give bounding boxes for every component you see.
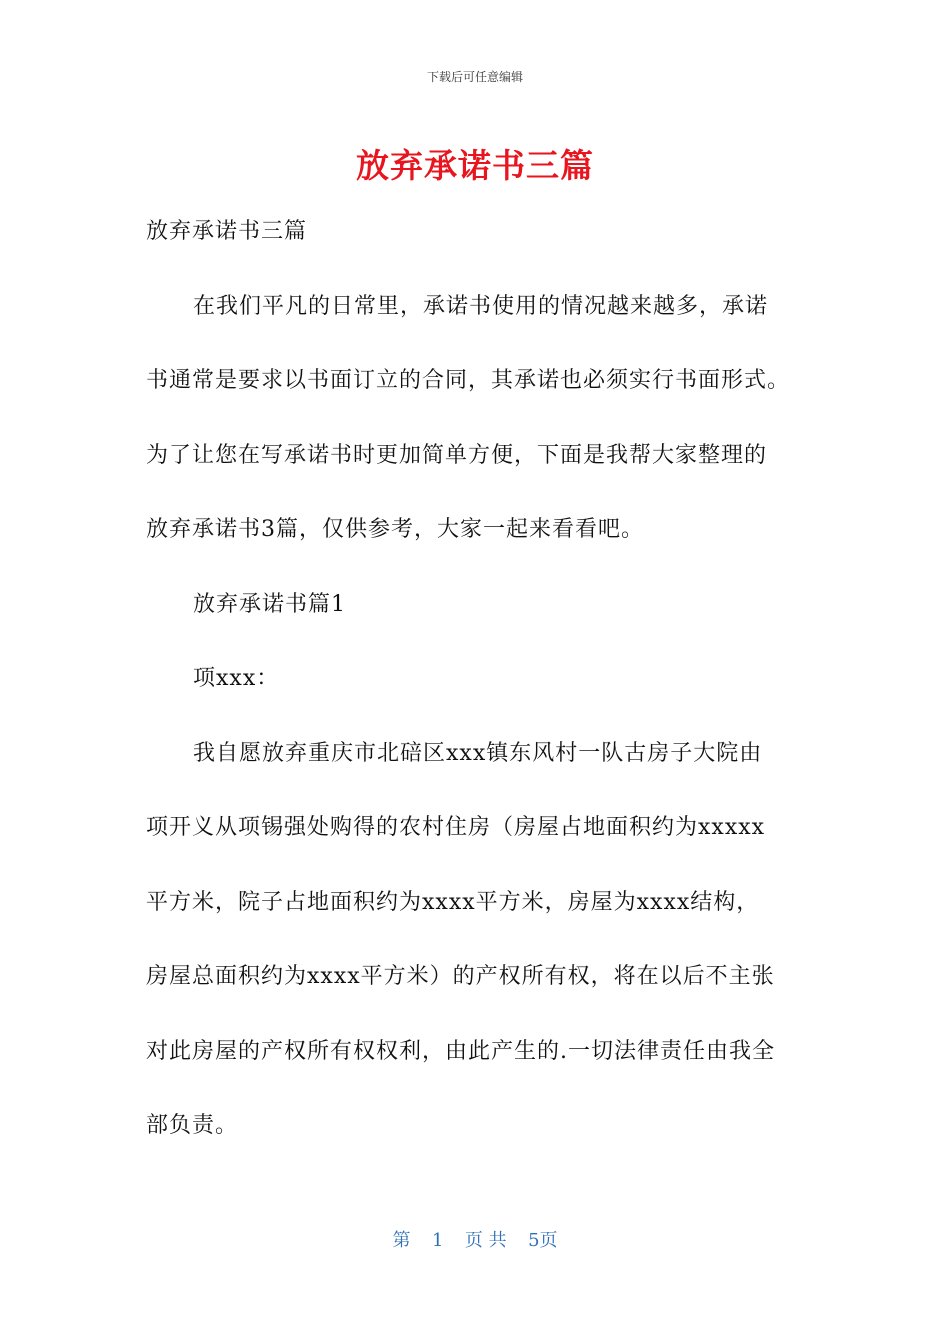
document-body (146, 195, 826, 1164)
body-line: 放弃承诺书三篇 (146, 219, 308, 244)
section-heading: 放弃承诺书篇1 (193, 591, 346, 617)
body-line: 我自愿放弃重庆市北碚区xxx镇东风村一队古房子大院由 (193, 740, 763, 766)
body-line: 项开义从项锡强处购得的农村住房（房屋占地面积约为xxxxx (146, 815, 766, 840)
body-line: 在我们平凡的日常里，承诺书使用的情况越来越多，承诺 (193, 293, 769, 319)
body-line: 部负责。 (146, 1113, 239, 1138)
page-footer (0, 1226, 950, 1252)
body-line: 为了让您在写承诺书时更加简单方便，下面是我帮大家整理的 (146, 442, 768, 468)
body-line: 房屋总面积约为xxxx平方米）的产权所有权，将在以后不主张 (146, 964, 775, 989)
footer-middle: 页 共 (464, 1230, 507, 1251)
body-line: 书通常是要求以书面订立的合同，其承诺也必须实行书面形式。 (146, 368, 791, 393)
footer-total-pages: 5页 (528, 1230, 558, 1251)
body-line: 平方米，院子占地面积约为xxxx平方米，房屋为xxxx结构， (146, 889, 760, 915)
document-title: 放弃承诺书三篇 (356, 146, 594, 185)
body-line: 放弃承诺书3篇，仅供参考，大家一起来看看吧。 (146, 517, 644, 542)
footer-prefix: 第 (392, 1230, 411, 1251)
body-line: 对此房屋的产权所有权权利，由此产生的.一切法律责任由我全 (146, 1038, 775, 1064)
header-note: 下载后可任意编辑 (426, 70, 523, 84)
salutation: 项xxx： (193, 666, 280, 691)
footer-current-page: 1 (431, 1230, 444, 1251)
